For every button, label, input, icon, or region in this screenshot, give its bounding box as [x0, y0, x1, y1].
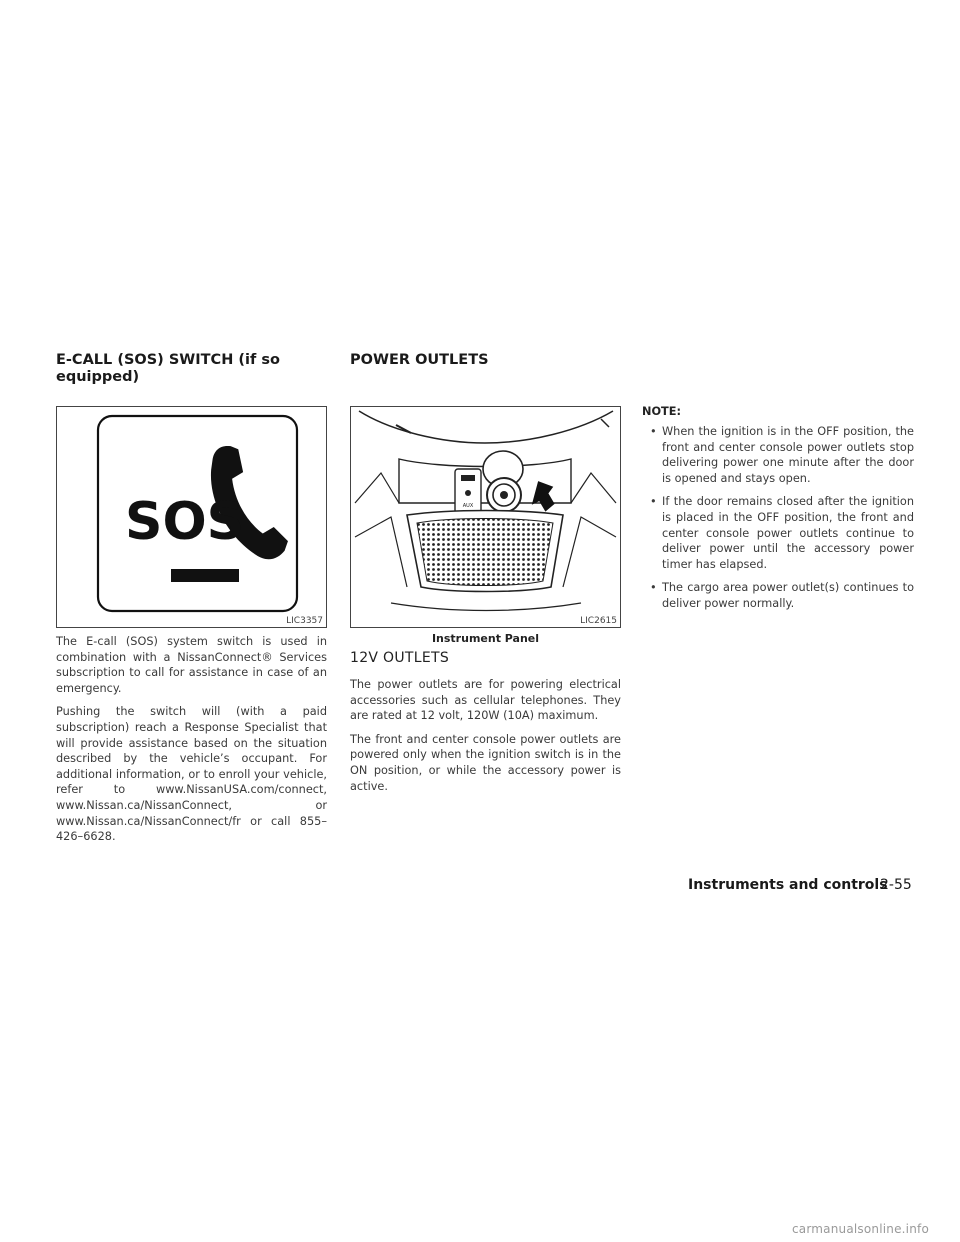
sos-switch-illustration: [57, 407, 326, 627]
arrow-pointer-icon: [523, 476, 562, 515]
figure-label-panel: LIC2615: [580, 616, 617, 626]
power-outlets-title: POWER OUTLETS: [350, 352, 489, 368]
page-number: 2-55: [880, 877, 912, 893]
note-item: • The cargo area power outlet(s) continues to deliver power normally.: [642, 580, 914, 611]
site-watermark: carmanualsonline.info: [792, 1222, 929, 1236]
outlets-paragraph-1: The power outlets are for powering electrical accessories such as cellular telephones. They are rated at 12 volt, 120W (10A) maximum.: [350, 678, 621, 723]
instrument-panel-caption: Instrument Panel: [431, 632, 540, 645]
note-title: NOTE:: [642, 405, 681, 418]
ecall-body: [56, 634, 327, 853]
sos-figure: [56, 406, 327, 628]
outlets-body: [350, 677, 621, 802]
outlets-subhead: 12V OUTLETS: [350, 650, 450, 666]
instrument-panel-figure: [350, 406, 621, 628]
outlets-paragraph-2: The front and center console power outlets are powered only when the ignition switch is in the ON position, or while the accessory power is active.: [350, 732, 621, 793]
note-item: • When the ignition is in the OFF position, the front and center console power outlets stop delivering power one minute after the door is opened and stays open.: [642, 424, 914, 486]
ecall-paragraph-2: Pushing the switch will (with a paid subscription) reach a Response Specialist that will provide assistance based on the situation described by the vehicle’s occupant. For additional information, or to enroll your vehicle, refer to www.NissanUSA.com/connect, www.Nissan.ca/NissanConnect, or www.Nissan.ca/NissanConnect/fr or call 855–426–6628.: [56, 705, 327, 844]
ecall-section-title: [56, 352, 316, 386]
figure-label-sos: LIC3357: [286, 616, 323, 626]
aux-label: AUX: [462, 503, 474, 509]
ecall-title-line2: equipped): [56, 369, 140, 385]
note-item: • If the door remains closed after the ignition is placed in the OFF position, the front and center console power outlets continue to deliver power until the accessory power timer has elapsed.: [642, 494, 914, 572]
sos-icon-text: SOS: [125, 492, 245, 552]
footer-section-title: Instruments and controls: [688, 877, 888, 893]
power-outlet-illustration: [351, 407, 620, 627]
note-list: [642, 424, 914, 620]
switch-bar-icon: [171, 569, 239, 582]
ecall-title-line1: E-CALL (SOS) SWITCH (if so: [56, 352, 280, 368]
ecall-paragraph-1: The E-call (SOS) system switch is used in combination with a NissanConnect® Services subscription to call for assistance in case of an emergency.: [56, 635, 327, 695]
